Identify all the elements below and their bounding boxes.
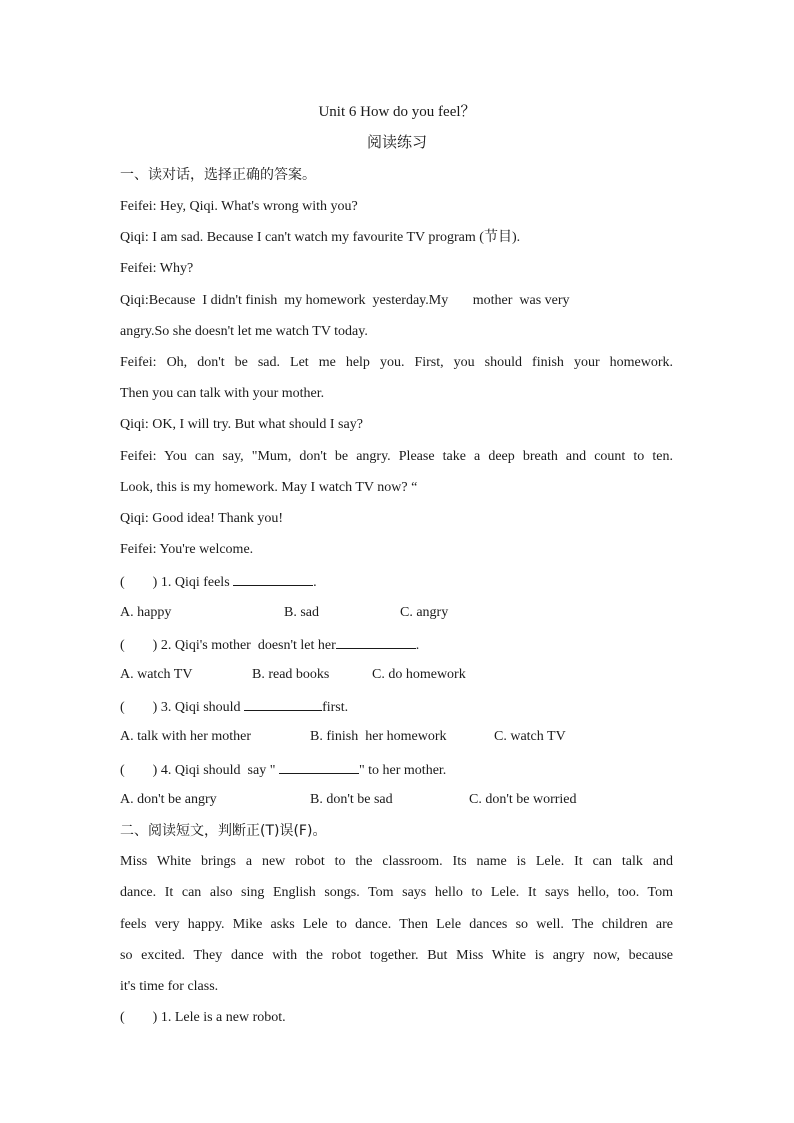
question-suffix: " to her mother. [358, 763, 447, 778]
passage-line: so excited. They dance with the robot together. But Miss White is angry now, because [120, 948, 673, 963]
answer-paren[interactable]: ( ) [120, 763, 158, 778]
question-1 [120, 572, 673, 592]
option-c[interactable]: C. don't be worried [469, 792, 577, 807]
dialogue-line: angry.So she doesn't let me watch TV today. [120, 324, 368, 339]
page-subtitle: 阅读练习 [366, 135, 427, 151]
question-text: 3. Qiqi should [157, 700, 245, 715]
option-a[interactable]: A. happy [120, 605, 172, 620]
question-text: 2. Qiqi's mother doesn't let her [157, 638, 336, 653]
passage-line: it's time for class. [120, 979, 219, 994]
question-2 [120, 635, 673, 655]
question-text: 4. Qiqi should say " [157, 763, 279, 778]
dialogue-line: Feifei: Why? [120, 261, 194, 276]
passage-line: Miss White brings a new robot to the classroom. Its name is Lele. It can talk and [120, 854, 673, 869]
question-4 [120, 760, 673, 780]
answer-paren[interactable]: ( ) [120, 1010, 158, 1025]
question-2-options [120, 666, 673, 684]
answer-blank[interactable] [233, 572, 313, 586]
dialogue-line: Qiqi: OK, I will try. But what should I say? [120, 417, 363, 432]
dialogue-line: Feifei: Hey, Qiqi. What's wrong with you? [120, 199, 358, 214]
answer-paren[interactable]: ( ) [120, 638, 158, 653]
option-c[interactable]: C. angry [400, 605, 449, 620]
option-c[interactable]: C. do homework [372, 667, 466, 682]
question-suffix: . [313, 575, 317, 590]
dialogue-line: Feifei: Oh, don't be sad. Let me help you. First, you should finish your homework. [120, 355, 673, 370]
section-1-heading: 一、读对话，选择正确的答案。 [120, 167, 316, 183]
question-3 [120, 697, 673, 717]
question-4-options [120, 791, 673, 809]
page-title: Unit 6 How do you feel？ [318, 104, 476, 120]
dialogue-line: Feifei: You can say, "Mum, don't be angry. Please take a deep breath and count to ten. [120, 449, 673, 464]
dialogue-line: Then you can talk with your mother. [120, 386, 325, 401]
answer-paren[interactable]: ( ) [120, 700, 158, 715]
tf-question-1 [120, 1009, 673, 1027]
answer-blank[interactable] [244, 697, 322, 711]
passage-line: feels very happy. Mike asks Lele to dance. Then Lele dances so well. The children are [120, 917, 673, 932]
option-a[interactable]: A. don't be angry [120, 792, 217, 807]
question-3-options [120, 728, 673, 746]
dialogue-line: Feifei: You're welcome. [120, 542, 254, 557]
option-b[interactable]: B. sad [284, 605, 319, 620]
question-text: 1. Lele is a new robot. [157, 1010, 286, 1025]
answer-blank[interactable] [336, 635, 416, 649]
dialogue-line: Look, this is my homework. May I watch TV now? “ [120, 480, 418, 495]
option-c[interactable]: C. watch TV [494, 729, 566, 744]
section-2-heading: 二、阅读短文，判断正(T)误(F)。 [120, 823, 327, 839]
answer-blank[interactable] [279, 760, 359, 774]
option-b[interactable]: B. read books [252, 667, 330, 682]
passage-line: dance. It can also sing English songs. Tom says hello to Lele. It says hello, too. Tom [120, 885, 673, 900]
question-suffix: first. [322, 700, 349, 715]
dialogue-line: Qiqi: I am sad. Because I can't watch my favourite TV program (节目). [120, 230, 521, 245]
option-b[interactable]: B. finish her homework [310, 729, 447, 744]
question-text: 1. Qiqi feels [157, 575, 234, 590]
option-b[interactable]: B. don't be sad [310, 792, 393, 807]
question-suffix: . [415, 638, 420, 653]
option-a[interactable]: A. watch TV [120, 667, 193, 682]
dialogue-line: Qiqi: Good idea! Thank you! [120, 511, 284, 526]
answer-paren[interactable]: ( ) [120, 575, 158, 590]
dialogue-line: Qiqi:Because I didn't finish my homework yesterday.My mother was very [120, 293, 570, 308]
question-1-options [120, 604, 673, 622]
option-a[interactable]: A. talk with her mother [120, 729, 252, 744]
